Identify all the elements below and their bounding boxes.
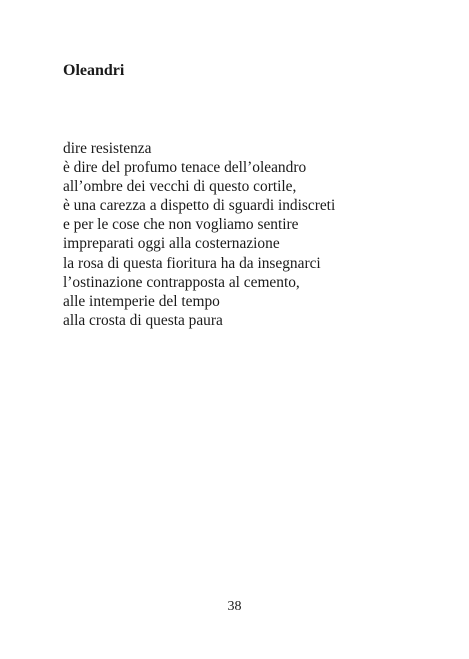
poem-line: dire resistenza <box>63 140 152 157</box>
poem-line: è una carezza a dispetto di sguardi indiscreti <box>63 197 336 215</box>
poem-line: alle intemperie del tempo <box>63 292 220 310</box>
poem-line: è dire del profumo tenace dell’oleandro <box>63 159 307 177</box>
poem-line: impreparati oggi alla costernazione <box>63 235 280 253</box>
poem-line: e per le cose che non vogliamo sentire <box>63 216 299 234</box>
page-number: 38 <box>227 599 242 614</box>
poem-line: la rosa di questa fioritura ha da insegnarci <box>63 254 321 272</box>
poem-line: alla crosta di questa paura <box>63 311 223 329</box>
poem-line: all’ombre dei vecchi di questo cortile, <box>63 178 297 196</box>
poem-line: l’ostinazione contrapposta al cemento, <box>63 273 300 291</box>
poem-body <box>63 139 335 330</box>
poem-title: Oleandri <box>63 62 125 79</box>
